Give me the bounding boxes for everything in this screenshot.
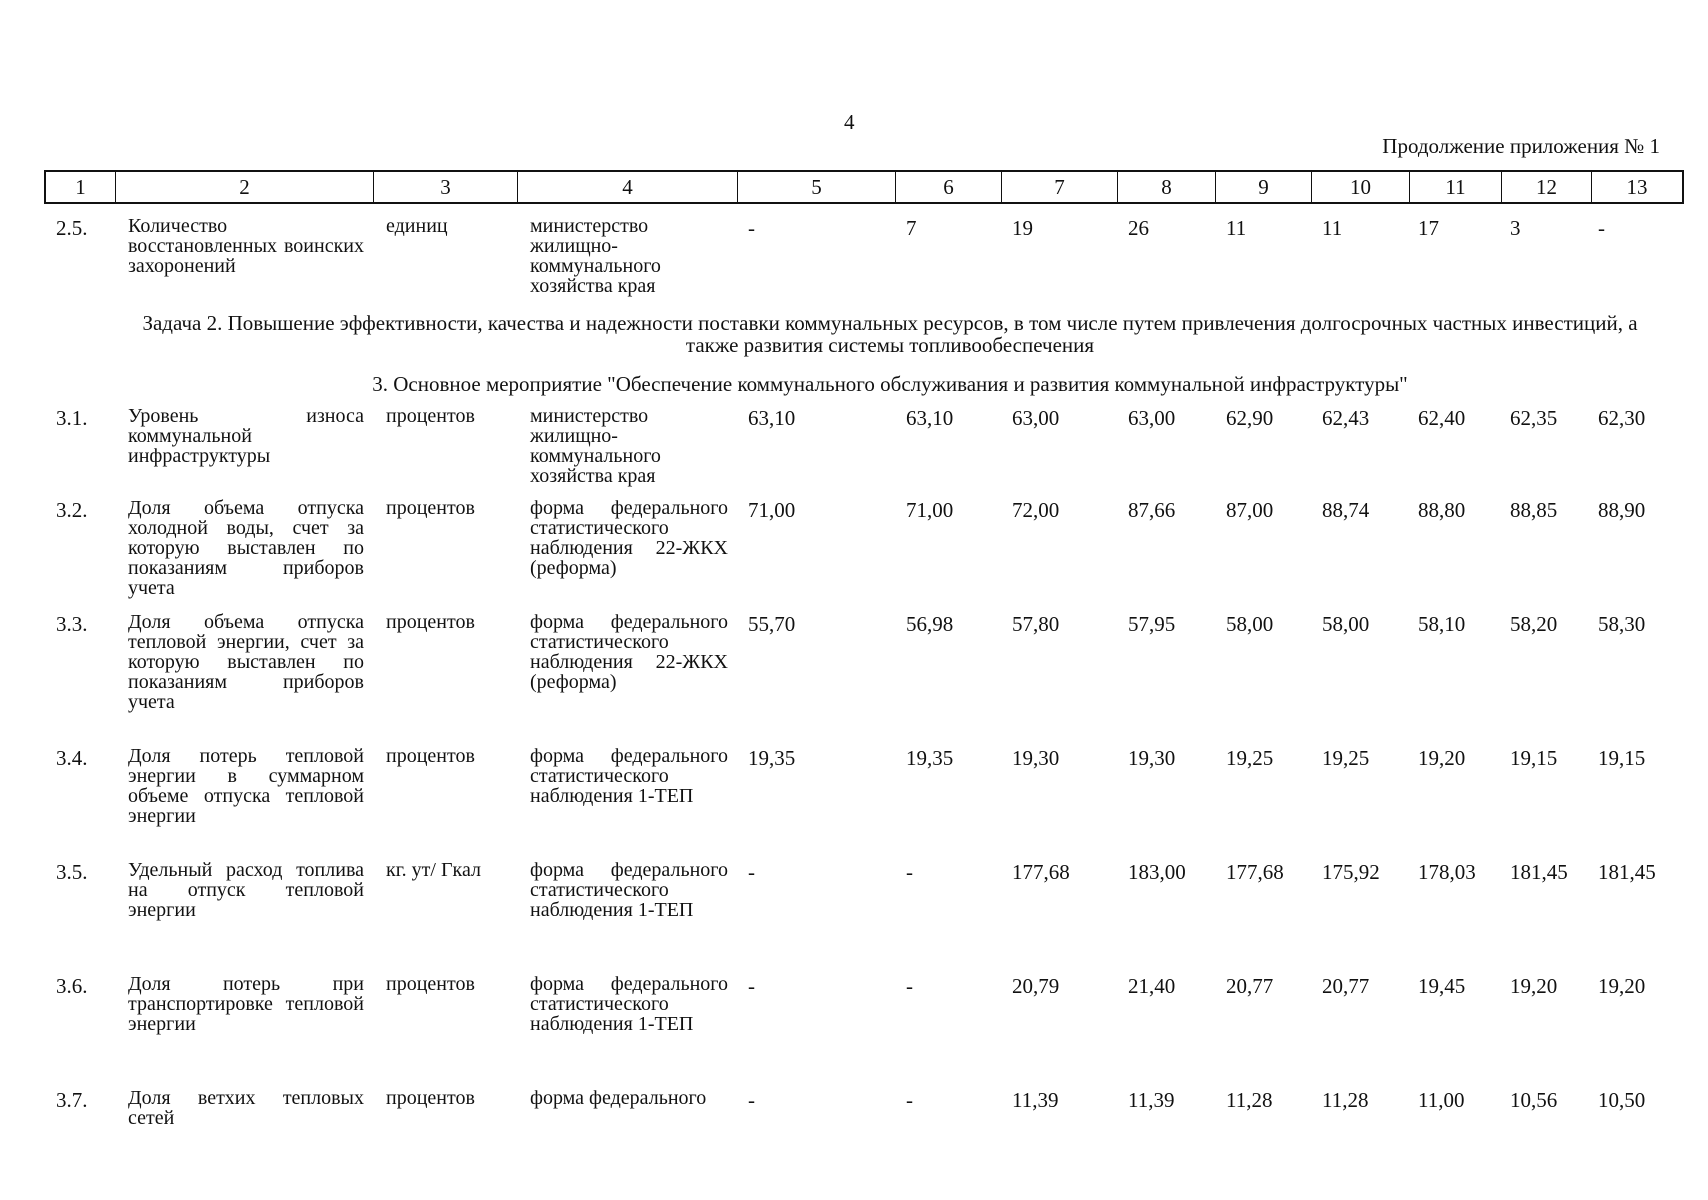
value-col-9: 11,28 bbox=[1226, 1088, 1273, 1112]
row-number: 3.3. bbox=[56, 612, 88, 636]
row-number: 3.4. bbox=[56, 746, 88, 770]
value-col-10: 19,25 bbox=[1322, 746, 1370, 770]
column-header-8: 8 bbox=[1118, 172, 1216, 202]
column-header-12: 12 bbox=[1502, 172, 1592, 202]
value-col-11: 19,45 bbox=[1418, 974, 1466, 998]
page-number: 4 bbox=[844, 110, 855, 134]
value-col-6: 56,98 bbox=[906, 612, 954, 636]
value-col-13: 10,50 bbox=[1598, 1088, 1646, 1112]
column-header-3: 3 bbox=[374, 172, 518, 202]
continuation-note: Продолжение приложения № 1 bbox=[1382, 134, 1660, 158]
value-col-7: 11,39 bbox=[1012, 1088, 1059, 1112]
unit: процентов bbox=[386, 497, 475, 519]
value-col-11: 88,80 bbox=[1418, 498, 1466, 522]
value-col-6: 63,10 bbox=[906, 406, 954, 430]
value-col-6: 7 bbox=[906, 216, 917, 240]
column-header-10: 10 bbox=[1312, 172, 1410, 202]
value-col-11: 19,20 bbox=[1418, 746, 1466, 770]
value-col-11: 58,10 bbox=[1418, 612, 1466, 636]
value-col-9: 62,90 bbox=[1226, 406, 1274, 430]
value-col-10: 11 bbox=[1322, 216, 1343, 240]
value-col-11: 178,03 bbox=[1418, 860, 1476, 884]
value-col-12: 19,20 bbox=[1510, 974, 1558, 998]
value-col-13: 19,20 bbox=[1598, 974, 1646, 998]
value-col-5: 55,70 bbox=[748, 612, 796, 636]
value-col-11: 62,40 bbox=[1418, 406, 1466, 430]
value-col-10: 11,28 bbox=[1322, 1088, 1369, 1112]
value-col-8: 87,66 bbox=[1128, 498, 1176, 522]
value-col-6: 19,35 bbox=[906, 746, 954, 770]
data-source: форма федерального статистического наблюдения 22-ЖКХ (реформа) bbox=[530, 497, 728, 579]
value-col-5: - bbox=[748, 216, 755, 240]
value-col-8: 57,95 bbox=[1128, 612, 1176, 636]
row-number: 3.6. bbox=[56, 974, 88, 998]
column-header-7: 7 bbox=[1002, 172, 1118, 202]
value-col-5: 19,35 bbox=[748, 746, 796, 770]
table-header-row bbox=[44, 170, 1684, 204]
column-header-2: 2 bbox=[116, 172, 374, 202]
value-col-12: 62,35 bbox=[1510, 406, 1558, 430]
column-header-6: 6 bbox=[896, 172, 1002, 202]
row-number: 3.1. bbox=[56, 406, 88, 430]
indicator-name: Доля потерь тепловой энергии в суммарном объеме отпуска тепловой энергии bbox=[128, 745, 364, 827]
value-col-6: 71,00 bbox=[906, 498, 954, 522]
value-col-9: 177,68 bbox=[1226, 860, 1284, 884]
column-header-4: 4 bbox=[518, 172, 738, 202]
data-source: форма федерального статистического наблюдения 1-ТЕП bbox=[530, 859, 728, 921]
indicator-name: Доля потерь при транспортировке тепловой энергии bbox=[128, 973, 364, 1035]
row-number: 3.2. bbox=[56, 498, 88, 522]
value-col-6: - bbox=[906, 974, 913, 998]
value-col-6: - bbox=[906, 1088, 913, 1112]
value-col-8: 19,30 bbox=[1128, 746, 1176, 770]
value-col-12: 10,56 bbox=[1510, 1088, 1558, 1112]
indicator-name: Доля объема отпуска тепловой энергии, счет за которую выставлен по показаниям приборов учета bbox=[128, 611, 364, 713]
value-col-5: 63,10 bbox=[748, 406, 796, 430]
value-col-10: 58,00 bbox=[1322, 612, 1370, 636]
value-col-10: 20,77 bbox=[1322, 974, 1370, 998]
data-source: министерство жилищно-коммунального хозяйства края bbox=[530, 405, 661, 487]
value-col-7: 72,00 bbox=[1012, 498, 1060, 522]
indicator-name: Количество восстановленных воинских захоронений bbox=[128, 215, 364, 277]
column-header-5: 5 bbox=[738, 172, 896, 202]
value-col-6: - bbox=[906, 860, 913, 884]
value-col-7: 19 bbox=[1012, 216, 1033, 240]
value-col-5: - bbox=[748, 974, 755, 998]
value-col-5: 71,00 bbox=[748, 498, 796, 522]
column-header-1: 1 bbox=[46, 172, 116, 202]
indicator-name: Уровень износа коммунальной инфраструктуры bbox=[128, 405, 364, 467]
value-col-7: 19,30 bbox=[1012, 746, 1060, 770]
value-col-7: 20,79 bbox=[1012, 974, 1060, 998]
value-col-11: 17 bbox=[1418, 216, 1439, 240]
value-col-8: 26 bbox=[1128, 216, 1149, 240]
task-heading: Задача 2. Повышение эффективности, качества и надежности поставки коммунальных ресурсов, в том числе путем привлечения долгосрочных частных инвестиций, а также развития системы топливообеспечения bbox=[142, 311, 1638, 357]
column-header-13: 13 bbox=[1626, 175, 1648, 199]
data-source: форма федерального статистического наблюдения 22-ЖКХ (реформа) bbox=[530, 611, 728, 693]
data-source: форма федерального bbox=[530, 1087, 707, 1109]
indicator-name: Доля ветхих тепловых сетей bbox=[128, 1087, 364, 1129]
value-col-8: 183,00 bbox=[1128, 860, 1186, 884]
value-col-7: 57,80 bbox=[1012, 612, 1060, 636]
value-col-8: 21,40 bbox=[1128, 974, 1176, 998]
row-number: 2.5. bbox=[56, 216, 88, 240]
column-header-11: 11 bbox=[1410, 172, 1502, 202]
value-col-9: 11 bbox=[1226, 216, 1247, 240]
value-col-9: 19,25 bbox=[1226, 746, 1274, 770]
value-col-13: 62,30 bbox=[1598, 406, 1646, 430]
value-col-5: - bbox=[748, 1088, 755, 1112]
row-number: 3.7. bbox=[56, 1088, 88, 1112]
value-col-11: 11,00 bbox=[1418, 1088, 1465, 1112]
unit: процентов bbox=[386, 611, 475, 633]
value-col-12: 181,45 bbox=[1510, 860, 1568, 884]
indicator-name: Удельный расход топлива на отпуск тепловой энергии bbox=[128, 859, 364, 921]
row-number: 3.5. bbox=[56, 860, 88, 884]
value-col-10: 62,43 bbox=[1322, 406, 1370, 430]
value-col-12: 3 bbox=[1510, 216, 1521, 240]
value-col-13: 88,90 bbox=[1598, 498, 1646, 522]
indicator-name: Доля объема отпуска холодной воды, счет за которую выставлен по показаниям приборов учета bbox=[128, 497, 364, 599]
data-source: министерство жилищно-коммунального хозяйства края bbox=[530, 215, 661, 297]
value-col-5: - bbox=[748, 860, 755, 884]
unit: процентов bbox=[386, 973, 475, 995]
unit: процентов bbox=[386, 405, 475, 427]
unit: единиц bbox=[386, 215, 448, 237]
value-col-8: 11,39 bbox=[1128, 1088, 1175, 1112]
value-col-13: - bbox=[1598, 216, 1605, 240]
data-source: форма федерального статистического наблюдения 1-ТЕП bbox=[530, 973, 728, 1035]
value-col-9: 87,00 bbox=[1226, 498, 1274, 522]
value-col-12: 58,20 bbox=[1510, 612, 1558, 636]
value-col-10: 88,74 bbox=[1322, 498, 1370, 522]
value-col-9: 58,00 bbox=[1226, 612, 1274, 636]
value-col-7: 177,68 bbox=[1012, 860, 1070, 884]
value-col-8: 63,00 bbox=[1128, 406, 1176, 430]
value-col-13: 181,45 bbox=[1598, 860, 1656, 884]
value-col-12: 19,15 bbox=[1510, 746, 1558, 770]
value-col-7: 63,00 bbox=[1012, 406, 1060, 430]
value-col-10: 175,92 bbox=[1322, 860, 1380, 884]
value-col-13: 58,30 bbox=[1598, 612, 1646, 636]
value-col-9: 20,77 bbox=[1226, 974, 1274, 998]
value-col-13: 19,15 bbox=[1598, 746, 1646, 770]
unit: процентов bbox=[386, 1087, 475, 1109]
value-col-12: 88,85 bbox=[1510, 498, 1558, 522]
main-event-heading: 3. Основное мероприятие "Обеспечение коммунального обслуживания и развития коммунальной инфраструктуры" bbox=[372, 372, 1408, 396]
data-source: форма федерального статистического наблюдения 1-ТЕП bbox=[530, 745, 728, 807]
column-header-9: 9 bbox=[1216, 172, 1312, 202]
unit: кг. ут/ Гкал bbox=[386, 859, 481, 881]
unit: процентов bbox=[386, 745, 475, 767]
